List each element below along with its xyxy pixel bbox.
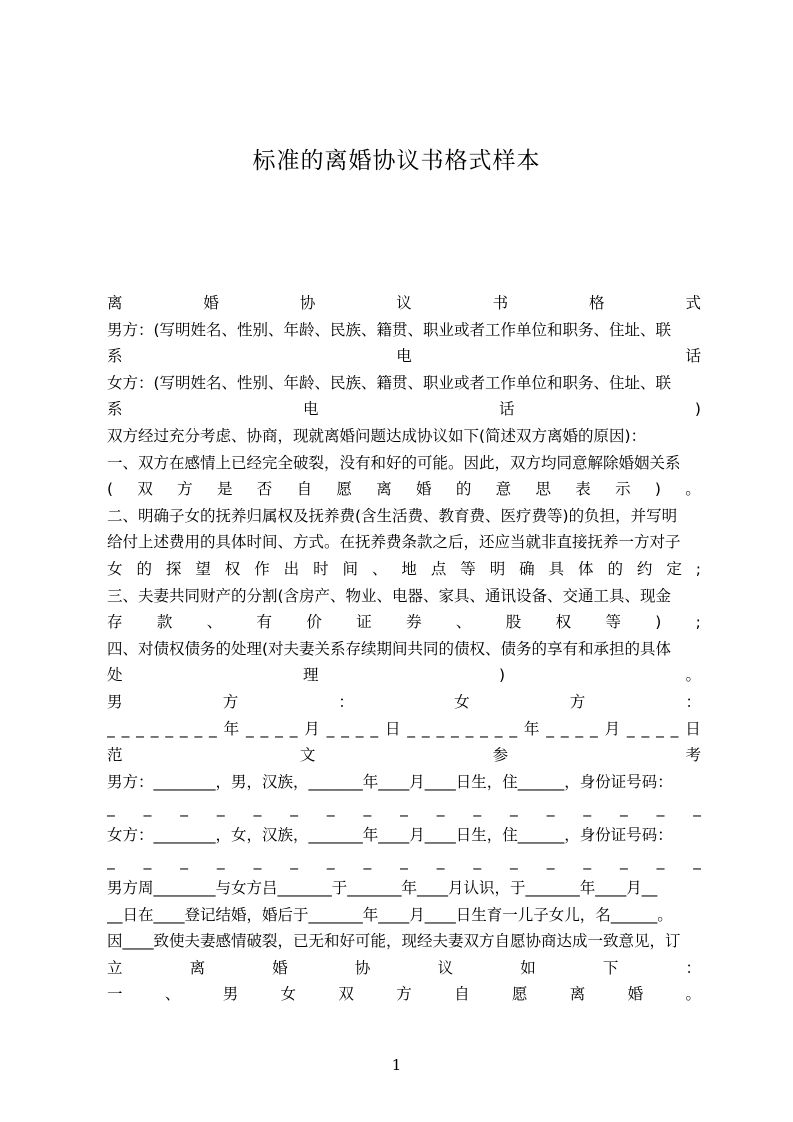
line-glyph: 作 [254,559,270,578]
line-glyph: 书 [492,294,509,312]
line-glyph: 议 [437,958,454,977]
line-glyph: 话 [498,400,515,419]
line-glyph: _ [370,719,379,738]
line-glyph: 否 [256,480,273,499]
line-glyph: _ [510,799,518,818]
line-glyph: ( [107,480,114,499]
line-glyph: _ [121,719,130,738]
line-glyph: 年 [523,719,540,738]
line-glyph: _ [546,852,555,871]
line-glyph: _ [583,852,592,871]
line-glyph: 、 [164,985,181,1004]
text-line: 因____致使夫妻感情破裂，已无和好可能，现经夫妻双方自愿协商达成一致意见，订 [107,932,681,951]
line-glyph: _ [619,799,628,818]
line-glyph: _ [546,719,554,738]
line-glyph: 系 [107,347,123,366]
line-glyph: _ [436,719,445,738]
line-glyph: 议 [396,294,412,312]
text-line: 男方周________与女方吕_______于_______年____月认识，于_______年____月__ [107,879,658,898]
line-glyph: 出 [283,559,300,578]
line-glyph: _ [253,852,262,871]
line-glyph: _ [589,719,598,738]
line-glyph: _ [575,719,584,738]
line-glyph: 婚 [627,985,644,1004]
line-glyph: _ [656,719,664,738]
line-glyph: _ [363,799,372,818]
text-line [107,609,701,636]
line-glyph: 思 [535,480,551,499]
line-glyph: _ [693,852,701,871]
line-glyph: 文 [299,746,316,765]
line-glyph: _ [451,719,459,738]
text-line [107,476,701,503]
line-glyph: _ [407,719,416,738]
line-glyph: ： [338,692,354,711]
line-glyph: _ [143,799,152,818]
line-glyph: 体 [578,559,594,578]
line-glyph: _ [180,852,189,871]
page-number: 1 [391,1056,402,1074]
line-glyph: 离 [107,294,123,312]
line-glyph: 是 [216,480,233,499]
line-glyph: 。 [685,666,701,685]
line-glyph: ) [694,400,701,419]
line-glyph: _ [107,719,115,738]
line-glyph: _ [165,719,174,738]
line-glyph: 一 [107,985,123,1004]
line-glyph: 自 [454,985,470,1004]
line-glyph: 券 [406,613,422,632]
line-glyph: 、 [455,613,472,632]
line-glyph: 有 [256,613,273,632]
line-glyph: 探 [165,559,182,578]
line-glyph: _ [510,852,518,871]
line-glyph: _ [480,719,488,738]
text-line [107,795,701,822]
text-line: 女方：________，女，汉族，_______年____月____日生，住______，身份证号码： [107,825,673,844]
line-glyph: _ [509,719,518,738]
line-glyph: ; [695,613,701,632]
line-glyph: 式 [685,294,701,312]
text-line [107,343,701,370]
line-glyph: _ [583,799,592,818]
line-glyph: 立 [107,958,123,977]
line-glyph: _ [253,799,262,818]
line-glyph: 话 [685,347,701,366]
text-line: 双方经过充分考虑、协商，现就离婚问题达成协议如下(简述双方离婚的原因)： [107,426,647,445]
text-line: 四、对债权债务的处理(对夫妻关系存续期间共同的债权、债务的享有和承担的具体 [107,639,672,658]
line-glyph: _ [494,719,503,738]
line-glyph: _ [326,852,335,871]
line-glyph: 双 [338,985,354,1004]
line-glyph: 下 [602,958,619,977]
text-line: __日在____登记结婚，婚后于_______年____月____日生育一儿子女儿，名______。 [107,905,673,924]
line-glyph: _ [150,719,159,738]
line-glyph: 愿 [336,480,352,499]
text-line: 男方：(写明姓名、性别、年龄、民族、籍贯、职业或者工作单位和职务、住址、联 [107,320,672,339]
line-glyph: 协 [354,958,371,977]
document-title: 标准的离婚协议书格式样本 [252,148,541,174]
line-glyph: 双 [137,480,153,499]
line-glyph: 如 [520,958,536,977]
text-line [107,981,701,1008]
line-glyph: 参 [492,746,509,765]
text-line: 女方：(写明姓名、性别、年龄、民族、籍贯、职业或者工作单位和职务、住址、联 [107,373,672,392]
line-glyph: 、 [371,559,388,578]
line-glyph: 证 [356,613,372,632]
line-glyph: _ [560,719,569,738]
line-glyph: ) [655,613,662,632]
line-glyph: 婚 [416,480,432,499]
line-glyph: ; [695,559,701,578]
line-glyph: 。 [685,480,701,499]
line-glyph: 等 [605,613,621,632]
line-glyph: 电 [396,347,412,366]
line-glyph: _ [436,799,445,818]
document-body [107,290,701,1008]
line-glyph: _ [216,799,225,818]
line-glyph: _ [436,852,445,871]
line-glyph: ) [498,666,505,685]
line-glyph: _ [656,852,665,871]
line-glyph: _ [136,719,144,738]
line-glyph: _ [107,852,115,871]
line-glyph: _ [626,719,635,738]
line-glyph: _ [363,852,372,871]
line-glyph: _ [400,852,408,871]
line-glyph: 望 [195,559,211,578]
line-glyph: 离 [376,480,392,499]
line-glyph: _ [641,719,650,738]
line-glyph: 日 [685,719,701,738]
line-glyph: 月 [604,719,621,738]
line-glyph: _ [216,852,225,871]
line-glyph: _ [473,799,482,818]
line-glyph: ： [685,692,701,711]
line-glyph: 间 [342,559,359,578]
line-glyph: 股 [505,613,522,632]
line-glyph: 范 [107,746,123,765]
line-glyph: _ [260,719,269,738]
line-glyph: 具 [548,559,565,578]
line-glyph: _ [143,852,152,871]
line-glyph: 方 [569,692,586,711]
line-glyph: 。 [685,985,701,1004]
line-glyph: 理 [302,666,319,685]
line-glyph: _ [245,719,254,738]
line-glyph: 示 [615,480,631,499]
text-line: 二、明确子女的抚养归属权及抚养费(含生活费、教育费、医疗费等)的负担，并写明 [107,506,678,525]
text-line [107,689,701,716]
line-glyph: 价 [306,613,322,632]
line-glyph: 定 [666,559,682,578]
line-glyph: ) [654,480,661,499]
line-glyph: 月 [304,719,320,738]
line-glyph: 方 [222,692,239,711]
line-glyph: 等 [460,559,476,578]
line-glyph: 愿 [511,985,528,1004]
line-glyph: 系 [107,400,123,419]
line-glyph: _ [693,799,701,818]
text-line [107,290,701,317]
text-line: 男方：________，男，汉族，_______年____月____日生，住______，身份证号码： [107,772,673,791]
text-line [107,955,701,982]
line-glyph: 男 [107,692,123,711]
line-glyph: 的 [136,559,152,578]
line-glyph: 格 [589,294,605,312]
line-glyph: _ [289,719,298,738]
line-glyph: 点 [430,559,447,578]
line-glyph: _ [355,719,364,738]
line-glyph: _ [400,799,408,818]
line-glyph: 权 [555,613,572,632]
line-glyph: _ [275,719,283,738]
text-line: 三、夫妻共同财产的分割(含房产、物业、电器、家具、通讯设备、交通工具、现金 [107,586,672,605]
line-glyph: 确 [519,559,535,578]
line-glyph: 男 [222,985,239,1004]
line-glyph: 地 [401,559,417,578]
line-glyph: _ [290,799,298,818]
line-glyph: 处 [107,666,123,685]
text-line: 给付上述费用的具体时间、方式。在抚养费条款之后，还应当就非直接抚养一方对子 [107,533,681,552]
line-glyph: _ [290,852,298,871]
line-glyph: 表 [575,480,591,499]
line-glyph: _ [670,719,679,738]
text-line [107,742,701,769]
line-glyph: _ [546,799,555,818]
text-line [107,396,701,423]
line-glyph: _ [326,799,335,818]
line-glyph: 离 [569,985,586,1004]
line-glyph: 女 [280,985,297,1004]
line-glyph: 约 [636,559,653,578]
line-glyph: _ [473,852,482,871]
line-glyph: _ [180,799,189,818]
line-glyph: 女 [107,559,123,578]
line-glyph: _ [465,719,474,738]
line-glyph: 协 [299,294,316,312]
text-line [107,556,701,583]
line-glyph: 婚 [272,958,288,977]
line-glyph: 方 [177,480,193,499]
line-glyph: 日 [384,719,401,738]
line-glyph: 年 [223,719,240,738]
line-glyph: _ [619,852,628,871]
text-line [107,848,701,875]
line-glyph: _ [656,799,665,818]
line-glyph: _ [107,799,115,818]
line-glyph: _ [209,719,217,738]
line-glyph: 明 [489,559,506,578]
text-line: 一、双方在感情上已经完全破裂，没有和好的可能。因此，双方均同意解除婚姻关系 [107,453,681,472]
line-glyph: 款 [156,613,173,632]
text-line [107,662,701,689]
line-glyph: 女 [454,692,470,711]
line-glyph: _ [326,719,335,738]
line-glyph: _ [194,719,203,738]
line-glyph: 离 [189,958,206,977]
line-glyph: _ [341,719,349,738]
line-glyph: 自 [296,480,313,499]
line-glyph: _ [421,719,430,738]
text-line [107,716,701,743]
line-glyph: 意 [495,480,512,499]
line-glyph: _ [179,719,188,738]
line-glyph: 的 [607,559,623,578]
line-glyph: 、 [206,613,223,632]
line-glyph: 存 [107,613,123,632]
line-glyph: 婚 [203,294,219,312]
line-glyph: 方 [396,985,412,1004]
line-glyph: 时 [313,559,329,578]
line-glyph: 的 [455,480,472,499]
line-glyph: 权 [224,559,241,578]
line-glyph: 考 [685,746,701,765]
line-glyph: 电 [302,400,319,419]
line-glyph: ： [685,958,701,977]
